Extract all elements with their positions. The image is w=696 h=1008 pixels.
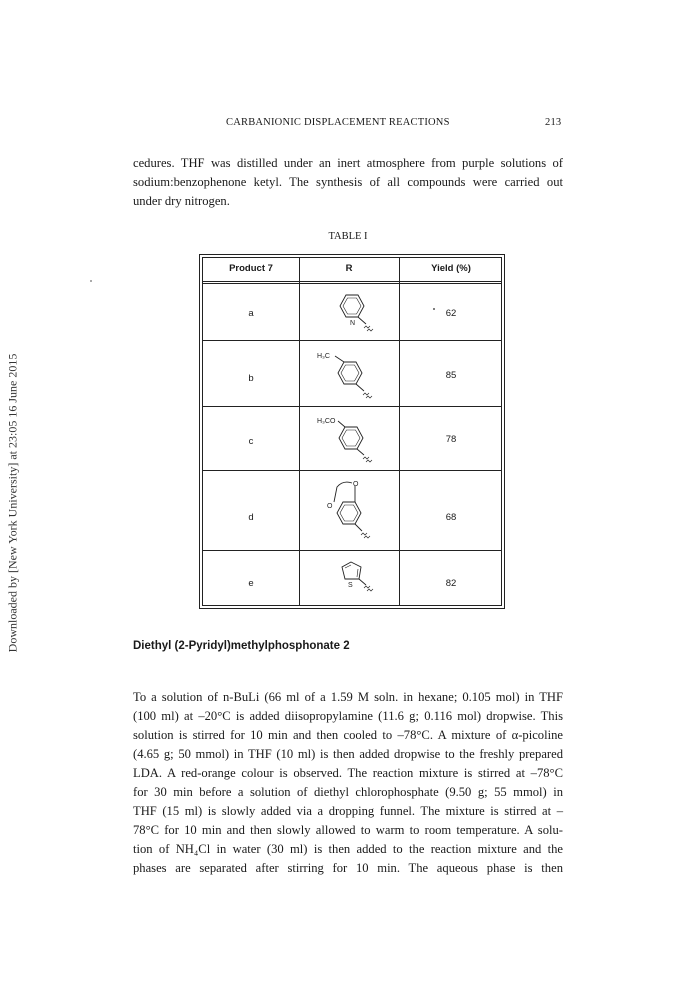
running-title: CARBANIONIC DISPLACEMENT REACTIONS (226, 117, 450, 128)
section-heading: Diethyl (2-Pyridyl)methylphosphonate 2 (133, 640, 350, 652)
text-line: (100 ml) at –20°C is added diisopropylamine (11.6 g; 0.116 mol) dropwise. This (133, 709, 563, 723)
text-line: cedures. THF was distilled under an inert atmosphere from purple solutions of (133, 156, 563, 170)
procedure-paragraph (133, 688, 563, 878)
running-header (0, 117, 696, 133)
download-watermark-text: Downloaded by [New York University] at 23:05 16 June 2015 (5, 353, 20, 653)
column-divider (299, 258, 300, 605)
row-divider (203, 340, 501, 341)
row-divider (203, 406, 501, 407)
substituent-label: H₃CO (317, 418, 336, 425)
methoxyphenyl-structure-icon (313, 410, 383, 468)
yield-value: 68 (445, 512, 457, 523)
speck (90, 280, 92, 282)
substituent-label: H₃C (317, 353, 330, 360)
product-label: e (248, 578, 254, 589)
row-divider (203, 550, 501, 551)
text-line: To a solution of n-BuLi (66 ml of a 1.59 M soln. in hexane; 0.105 mol) in THF (133, 690, 563, 704)
text-line: THF (15 ml) is slowly added via a dropping funnel. The mixture is stirred at – (133, 804, 563, 818)
table-inner-border (202, 257, 502, 606)
text-line: solution is stirred for 10 min and then cooled to –78°C. A mixture of α-picoline (133, 728, 563, 742)
product-label: c (248, 436, 254, 447)
tolyl-structure-icon (313, 345, 383, 405)
text-line: under dry nitrogen. (133, 194, 230, 208)
benzodioxolyl-structure-icon (321, 474, 385, 548)
table-caption: TABLE I (328, 231, 368, 242)
col-header-product: Product 7 (229, 263, 273, 274)
text-line: phases are separated after stirring for 10 min. The aqueous phase is then (133, 861, 563, 875)
yield-value: 85 (445, 370, 457, 381)
product-label: d (248, 512, 254, 523)
col-header-yield: Yield (%) (431, 263, 471, 274)
row-divider (203, 470, 501, 471)
product-label: a (248, 308, 254, 319)
ring-atom-o: O (327, 503, 333, 510)
ring-atom-o: O (353, 481, 359, 488)
yield-value: 62 (445, 308, 457, 319)
col-header-r: R (345, 263, 353, 274)
yield-value: 82 (445, 578, 457, 589)
yield-value: 78 (445, 434, 457, 445)
ring-atom-n: N (350, 320, 356, 327)
text-line: tion of NH₄Cl in water (30 ml) is then added to the reaction mixture and the (133, 842, 563, 856)
text-line: sodium:benzophenone ketyl. The synthesis of all compounds were carried out (133, 175, 563, 189)
pyridyl-structure-icon (333, 291, 383, 337)
page-number: 213 (545, 117, 562, 128)
product-table (199, 254, 505, 609)
download-watermark (4, 318, 22, 688)
text-line: LDA. A red-orange colour is observed. The reaction mixture is stirred at –78°C (133, 766, 563, 780)
ring-atom-s: S (348, 582, 353, 589)
header-divider (203, 281, 501, 284)
text-line: for 30 min before a solution of diethyl chlorophosphate (9.50 g; 55 mmol) in (133, 785, 563, 799)
text-line: (4.65 g; 50 mmol) in THF (10 ml) is then added dropwise to the freshly prepared (133, 747, 563, 761)
text-line: 78°C for 10 min and then slowly allowed to warm to room temperature. A solu- (133, 823, 563, 837)
product-label: b (248, 373, 254, 384)
thienyl-structure-icon (333, 557, 383, 603)
intro-paragraph (133, 154, 563, 211)
